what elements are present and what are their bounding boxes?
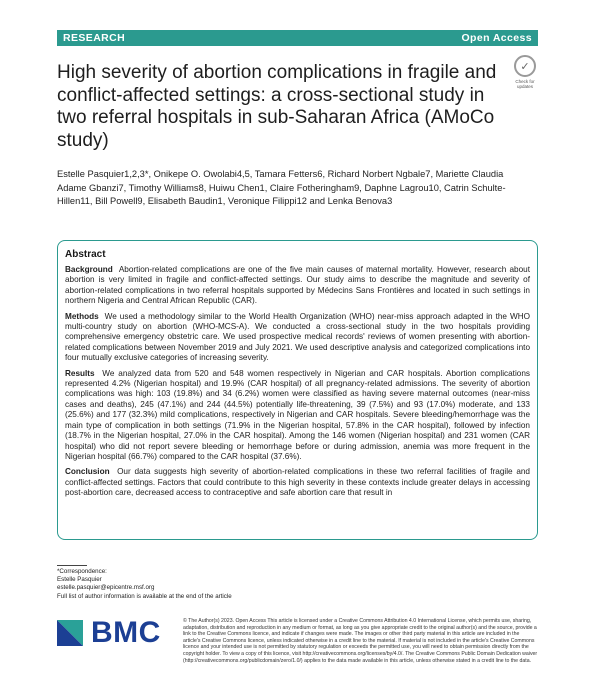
- check-for-updates-icon: ✓: [514, 55, 536, 77]
- license-text: © The Author(s) 2023. Open Access This article is licensed under a Creative Commons Attribution 4.0 International License, which permits use, sharing, adaptation, distribution and reproduction in any medium or format, as long as you give appropriate credit to the original author(s) and the source, provide a link to the Creative Commons licence, and indicate if changes were made. The images or other third party material in this article are included in the article's Creative Commons licence, unless indicated otherwise in a credit line to the material. If material is not included in the article's Creative Commons licence and your intended use is not permitted by statutory regulation or exceeds the permitted use, you will need to obtain permission directly from the copyright holder. To view a copy of this licence, visit http://creativecommons.org/licenses/by/4.0/. The Creative Commons Public Domain Dedication waiver (http://creativecommons.org/publicdomain/zero/1.0/) applies to the data made available in this article, unless otherwise stated in a credit line to the data.: [183, 618, 538, 664]
- check-for-updates-badge[interactable]: [512, 55, 538, 95]
- bmc-wordmark: BMC: [91, 616, 161, 649]
- open-access-label: Open Access: [461, 32, 532, 44]
- abstract-box: [57, 240, 538, 540]
- author-info-note: Full list of author information is available at the end of the article: [57, 592, 232, 600]
- abstract-background: [65, 265, 530, 307]
- correspondence-label: *Correspondence:: [57, 568, 107, 575]
- results-text: We analyzed data from 520 and 548 women respectively in Nigerian and CAR hospitals. Abortion complications represented 4.2% (Nigerian hospital) and 19.9% (CAR hospital) of all pregnancy-related admissions. The severity of abortion complications was high: 103 (19.8%) and 34 (6.2%) women were classified as having severe maternal outcomes (near-miss cases and deaths), 245 (47.1%) and 244 (44.5%) potentially life-threatening, 39 (7.5%) and 93 (17.0%) moderate, and 133 (25.6%) and 177 (32.3%) mild complications, respectively in Nigerian and CAR hospitals. Severe bleeding/hemorrhage was the main type of complication in both settings (71.9% in the Nigerian hospital, 57.8% in the CAR hospital), followed by infection (18.7% in the Nigerian hospital, 27.0% in the CAR hospital). Among the 146 women (Nigerian hospital) and 231 women (CAR hospital) who did not report severe bleeding or hemorrhage before or during admission, anemia was more frequent in the Nigerian hospital (66.7%) compared to the CAR hospital (37.6%).: [65, 368, 530, 461]
- abstract-conclusion: [65, 467, 530, 498]
- bmc-logo: [57, 618, 172, 648]
- correspondence-email[interactable]: estelle.pasquier@epicentre.msf.org: [57, 584, 155, 592]
- bmc-logo-icon: [57, 620, 83, 646]
- footnote-divider: [57, 565, 87, 566]
- correspondence-name: Estelle Pasquier: [57, 576, 102, 584]
- background-text: Abortion-related complications are one of the five main causes of maternal mortality. However, research about abortion is very limited in fragile and conflict-affected settings. Our study aims to describe the magnitude and severity of abortion-related complications in two referral hospitals supported by Médecins Sans Frontières and located in such settings in northern Nigeria and Central African Republic (CAR).: [65, 265, 530, 306]
- methods-text: We used a methodology similar to the World Health Organization (WHO) near-miss approach adapted in the WHO multi-country study on abortion (WHO-MCS-A). We conducted a cross-sectional study in the two hospitals providing comprehensive emergency obstetric care. We used prospective medical records' reviews of women presenting with abortion-related complications between November 2019 and July 2021. We used descriptive analysis and categorized complications into four mutually exclusive categories of increasing severity.: [65, 311, 530, 363]
- section-label: RESEARCH: [63, 32, 126, 44]
- results-label: Results: [65, 368, 95, 378]
- check-for-updates-label: Check for updates: [515, 79, 535, 89]
- abstract-results: [65, 369, 530, 463]
- header-bar: [57, 30, 538, 46]
- conclusion-text: Our data suggests high severity of abortion-related complications in these two referral facilities of fragile and conflict-affected settings. Factors that could contribute to this high severity in these contexts include greater delays in accessing post-abortion care, decreased access to contraceptive and safe abortion care that result in: [65, 467, 530, 498]
- author-list: Estelle Pasquier1,2,3*, Onikepe O. Owolabi4,5, Tamara Fetters6, Richard Norbert Ngbale7, Mariette Claudia Adame Gbanzi7, Timothy Williams8, Huiwu Chen1, Claire Fotheringham9, Daphne Lagrou10, Catrin Schulte-Hillen11, Bill Powell9, Elisabeth Baudin1, Veronique Filippi12 and Lenka Benova3: [57, 169, 506, 207]
- abstract-heading: Abstract: [65, 249, 106, 260]
- conclusion-label: Conclusion: [65, 467, 110, 477]
- abstract-methods: [65, 312, 530, 364]
- correspondence-block: [57, 565, 257, 601]
- article-title: High severity of abortion complications in fragile and conflict-affected settings: a cross-sectional study in two referral hospitals in sub-Saharan Africa (AMoCo study): [57, 62, 497, 151]
- methods-label: Methods: [65, 311, 99, 321]
- background-label: Background: [65, 265, 113, 274]
